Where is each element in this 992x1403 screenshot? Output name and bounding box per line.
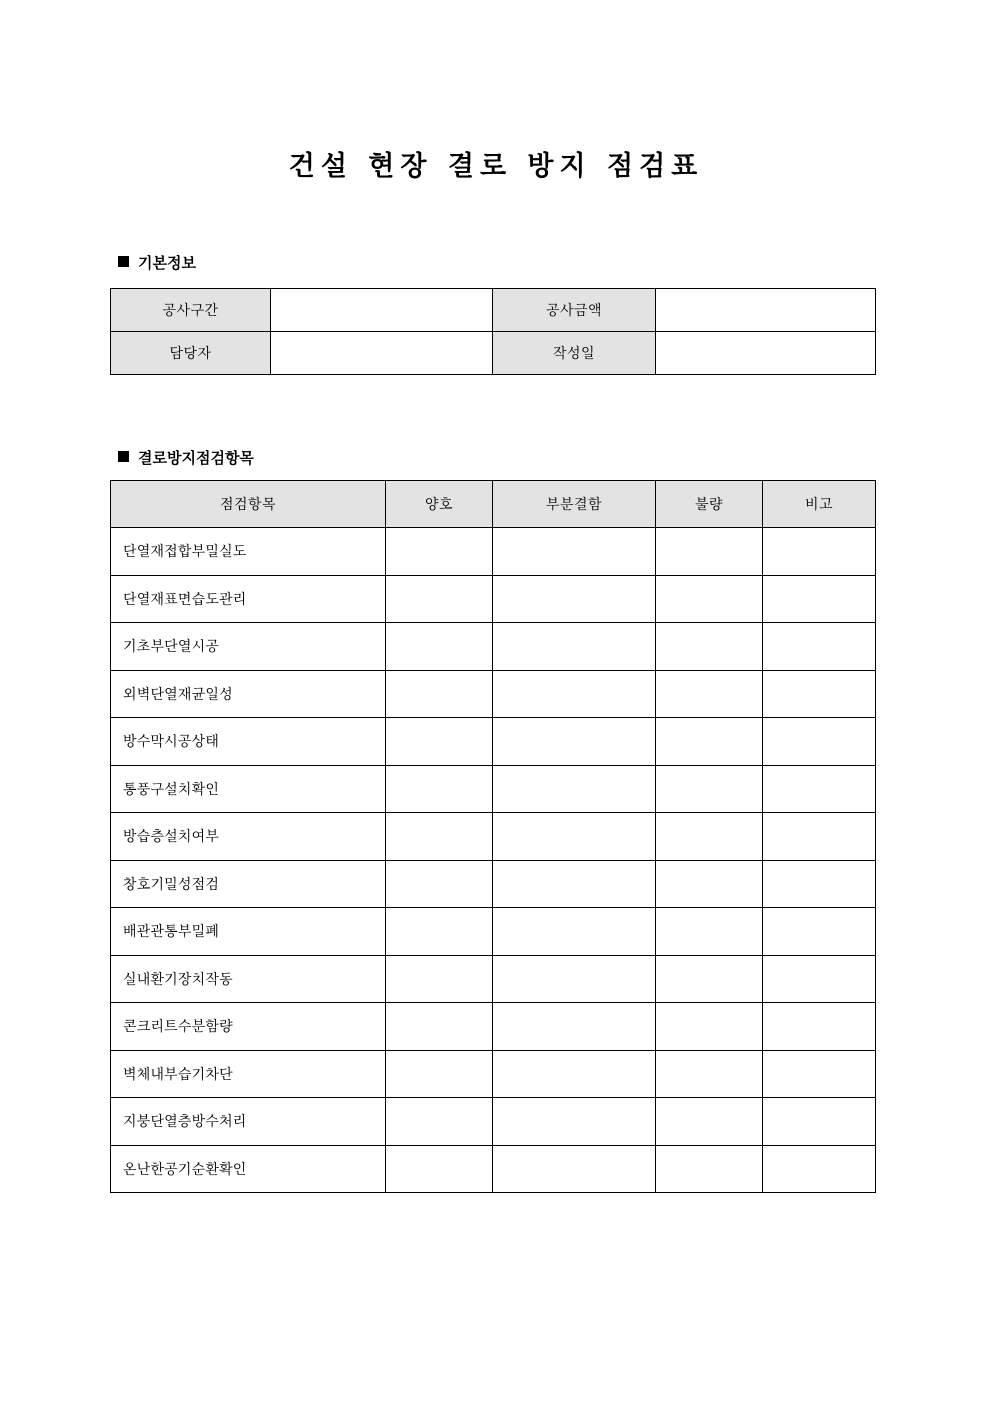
table-row bbox=[111, 1098, 876, 1146]
checklist-mark-bad[interactable] bbox=[656, 1098, 763, 1146]
checklist-note-field[interactable] bbox=[763, 955, 876, 1003]
basic-info-table bbox=[110, 288, 876, 375]
checklist-mark-bad[interactable] bbox=[656, 1145, 763, 1193]
checklist-table bbox=[110, 480, 876, 1193]
checklist-mark-good[interactable] bbox=[386, 1098, 493, 1146]
checklist-mark-bad[interactable] bbox=[656, 1003, 763, 1051]
checklist-mark-good[interactable] bbox=[386, 765, 493, 813]
checklist-note-field[interactable] bbox=[763, 765, 876, 813]
checklist-item-label: 방습층설치여부 bbox=[111, 813, 386, 861]
checklist-mark-bad[interactable] bbox=[656, 765, 763, 813]
table-row bbox=[111, 813, 876, 861]
checklist-note-field[interactable] bbox=[763, 623, 876, 671]
section-heading-basic-info bbox=[118, 252, 196, 273]
checklist-item-label: 기초부단열시공 bbox=[111, 623, 386, 671]
checklist-mark-partial[interactable] bbox=[493, 1050, 656, 1098]
checklist-mark-partial[interactable] bbox=[493, 670, 656, 718]
table-row bbox=[111, 1003, 876, 1051]
table-row bbox=[111, 1145, 876, 1193]
table-row bbox=[111, 623, 876, 671]
checklist-mark-bad[interactable] bbox=[656, 908, 763, 956]
checklist-mark-good[interactable] bbox=[386, 860, 493, 908]
checklist-item-label: 지붕단열층방수처리 bbox=[111, 1098, 386, 1146]
checklist-mark-good[interactable] bbox=[386, 813, 493, 861]
column-header-item: 점검항목 bbox=[111, 481, 386, 528]
checklist-mark-good[interactable] bbox=[386, 1050, 493, 1098]
section-heading-checklist-label: 결로방지점검항목 bbox=[138, 449, 254, 467]
checklist-item-label: 배관관통부밀폐 bbox=[111, 908, 386, 956]
checklist-mark-bad[interactable] bbox=[656, 528, 763, 576]
checklist-note-field[interactable] bbox=[763, 860, 876, 908]
checklist-mark-partial[interactable] bbox=[493, 908, 656, 956]
table-row bbox=[111, 528, 876, 576]
section-heading-checklist bbox=[118, 447, 254, 468]
table-row bbox=[111, 718, 876, 766]
field-label-person-in-charge: 담당자 bbox=[111, 332, 271, 375]
column-header-partial: 부분결함 bbox=[493, 481, 656, 528]
checklist-note-field[interactable] bbox=[763, 718, 876, 766]
checklist-mark-partial[interactable] bbox=[493, 623, 656, 671]
checklist-mark-bad[interactable] bbox=[656, 670, 763, 718]
checklist-mark-partial[interactable] bbox=[493, 1145, 656, 1193]
checklist-mark-partial[interactable] bbox=[493, 575, 656, 623]
checklist-item-label: 통풍구설치확인 bbox=[111, 765, 386, 813]
field-value-written-date[interactable] bbox=[656, 332, 876, 375]
checklist-mark-good[interactable] bbox=[386, 670, 493, 718]
checklist-mark-good[interactable] bbox=[386, 1003, 493, 1051]
checklist-mark-bad[interactable] bbox=[656, 718, 763, 766]
square-bullet-icon bbox=[118, 451, 129, 462]
table-row bbox=[111, 955, 876, 1003]
checklist-mark-good[interactable] bbox=[386, 575, 493, 623]
checklist-note-field[interactable] bbox=[763, 1050, 876, 1098]
checklist-mark-bad[interactable] bbox=[656, 575, 763, 623]
checklist-note-field[interactable] bbox=[763, 670, 876, 718]
field-value-construction-section[interactable] bbox=[271, 289, 493, 332]
checklist-mark-bad[interactable] bbox=[656, 1050, 763, 1098]
field-value-person-in-charge[interactable] bbox=[271, 332, 493, 375]
table-row bbox=[111, 860, 876, 908]
field-label-construction-section: 공사구간 bbox=[111, 289, 271, 332]
checklist-mark-bad[interactable] bbox=[656, 860, 763, 908]
checklist-mark-good[interactable] bbox=[386, 528, 493, 576]
section-heading-basic-info-label: 기본정보 bbox=[138, 254, 196, 272]
checklist-item-label: 창호기밀성점검 bbox=[111, 860, 386, 908]
checklist-note-field[interactable] bbox=[763, 1003, 876, 1051]
table-row bbox=[111, 1050, 876, 1098]
checklist-mark-partial[interactable] bbox=[493, 718, 656, 766]
checklist-mark-good[interactable] bbox=[386, 908, 493, 956]
checklist-mark-good[interactable] bbox=[386, 1145, 493, 1193]
checklist-item-label: 온난한공기순환확인 bbox=[111, 1145, 386, 1193]
checklist-mark-bad[interactable] bbox=[656, 955, 763, 1003]
checklist-mark-partial[interactable] bbox=[493, 1098, 656, 1146]
checklist-mark-partial[interactable] bbox=[493, 813, 656, 861]
field-value-construction-amount[interactable] bbox=[656, 289, 876, 332]
table-header-row bbox=[111, 481, 876, 528]
checklist-mark-good[interactable] bbox=[386, 623, 493, 671]
page-title: 건설 현장 결로 방지 점검표 bbox=[288, 151, 704, 183]
square-bullet-icon bbox=[118, 256, 129, 267]
checklist-item-label: 벽체내부습기차단 bbox=[111, 1050, 386, 1098]
checklist-mark-partial[interactable] bbox=[493, 860, 656, 908]
checklist-mark-bad[interactable] bbox=[656, 623, 763, 671]
checklist-item-label: 단열재표면습도관리 bbox=[111, 575, 386, 623]
column-header-bad: 불량 bbox=[656, 481, 763, 528]
checklist-mark-partial[interactable] bbox=[493, 528, 656, 576]
column-header-good: 양호 bbox=[386, 481, 493, 528]
checklist-note-field[interactable] bbox=[763, 528, 876, 576]
field-label-construction-amount: 공사금액 bbox=[493, 289, 656, 332]
table-row bbox=[111, 670, 876, 718]
checklist-item-label: 외벽단열재균일성 bbox=[111, 670, 386, 718]
table-row bbox=[111, 765, 876, 813]
column-header-note: 비고 bbox=[763, 481, 876, 528]
table-row bbox=[111, 575, 876, 623]
checklist-item-label: 단열재접합부밀실도 bbox=[111, 528, 386, 576]
field-label-written-date: 작성일 bbox=[493, 332, 656, 375]
checklist-mark-partial[interactable] bbox=[493, 765, 656, 813]
checklist-item-label: 실내환기장치작동 bbox=[111, 955, 386, 1003]
table-row bbox=[111, 289, 876, 332]
checklist-mark-partial[interactable] bbox=[493, 955, 656, 1003]
checklist-note-field[interactable] bbox=[763, 575, 876, 623]
checklist-mark-good[interactable] bbox=[386, 955, 493, 1003]
checklist-note-field[interactable] bbox=[763, 908, 876, 956]
table-row bbox=[111, 332, 876, 375]
checklist-note-field[interactable] bbox=[763, 1145, 876, 1193]
checklist-item-label: 방수막시공상태 bbox=[111, 718, 386, 766]
table-row bbox=[111, 908, 876, 956]
checklist-mark-good[interactable] bbox=[386, 718, 493, 766]
checklist-note-field[interactable] bbox=[763, 813, 876, 861]
checklist-mark-bad[interactable] bbox=[656, 813, 763, 861]
checklist-note-field[interactable] bbox=[763, 1098, 876, 1146]
checklist-item-label: 콘크리트수분함량 bbox=[111, 1003, 386, 1051]
checklist-mark-partial[interactable] bbox=[493, 1003, 656, 1051]
